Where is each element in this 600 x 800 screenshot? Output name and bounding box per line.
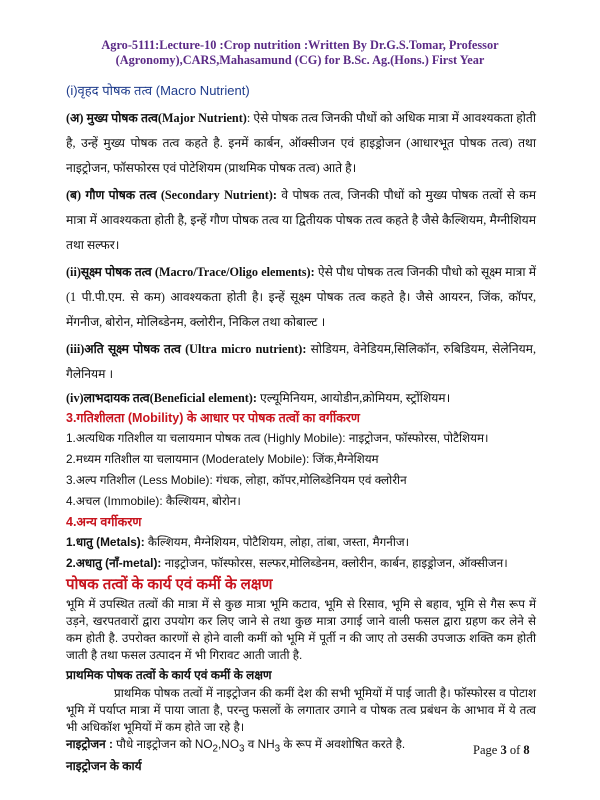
page-total: 8: [523, 743, 530, 757]
ultra-micro-text: सोडियम, वेनेडियम,सिलिकॉन, रुबिडियम, सेलेनियम, गैलेनियम ।: [66, 342, 536, 381]
primary-paragraph: प्राथमिक पोषक तत्वों में नाइट्रोजन की कमीं देश की सभी भूमियों में पाई जाती है। फॉस्फोरस व पोटाश भूमि में पर्याप्त मात्रा में पाया जाता है, परन्तु फसलों के लगातार उगाने व पोषक तत्व प्रबंधन के आभाव में ये तत्व भी अधिकॉश भूमियों में कम होते जा रहे है।: [66, 686, 536, 734]
nonmetals-line: [66, 553, 536, 574]
nitrogen-functions-heading: नाइट्रोजन के कार्य: [66, 759, 142, 774]
secondary-nutrient-paragraph: [66, 183, 536, 258]
micro-nutrient-label: (ii)सूक्ष्म पोषक तत्व (Macro/Trace/Oligo elements):: [66, 265, 315, 279]
page-header: [60, 38, 540, 68]
page-of-label: of: [506, 743, 524, 757]
subscript: 2: [212, 743, 219, 755]
page-label: Page: [473, 743, 501, 757]
nitrogen-line: [66, 736, 536, 757]
functions-heading: पोषक तत्वों के कार्य एवं कमीं के लक्षण: [66, 576, 273, 593]
metals-line: [66, 532, 536, 553]
macro-heading: (i)वृहद पोषक तत्व (Macro Nutrient): [66, 83, 250, 98]
mobility-item: 2.मध्यम गतिशील या चलायमान (Moderately Mobile): जिंक,मैग्नेशियम: [66, 452, 379, 466]
mobility-list: [66, 428, 536, 512]
mobility-item: 1.अत्यधिक गतिशील या चलायमान पोषक तत्व (Highly Mobile): नाइट्रोजन, फॉस्फोरस, पोटैशियम।: [66, 431, 489, 445]
secondary-nutrient-label: (ब) गौण पोषक तत्व (Secondary Nutrient):: [66, 188, 277, 202]
nitrogen-text-a: पौधे नाइट्रोजन को NO: [112, 737, 213, 751]
beneficial-text: एल्यूमिनियम, आयोडीन,क्रोमियम, स्ट्रोंशियम।: [256, 391, 451, 405]
ultra-micro-label: (iii)अति सूक्ष्म पोषक तत्व (Ultra micro nutrient):: [66, 342, 307, 356]
mobility-heading: 3.गतिशीलता (Mobility) के आधार पर पोषक तत्वों का वर्गीकरण: [66, 411, 360, 425]
page-content: [66, 82, 536, 776]
metals-text: कैल्शियम, मैग्नेशियम, पोटैशियम, लोहा, तांबा, जस्ता, मैगनीज।: [144, 535, 410, 549]
functions-paragraph: भूमि में उपस्थित तत्वों की मात्रा में से कुछ मात्रा भूमि कटाव, भूमि से रिसाव, भूमि से बहाव, भूमि से गैस रूप में उड़ने, खरपतवारों द्वारा उपयोग कर लिए जाने से तथा कुछ मात्रा उगाई जाने वाली फसल द्वारा ग्रहण कर लेने से कम होती है. उपरोक्त कारणों से होने वाली कमीं को भूमि में पूर्ती न की जाए तो उसकी उपजाऊ शक्ति कम होती जाती है तथा फसल उत्पादन में भी गिरावट आती जाती है.: [66, 597, 536, 662]
mobility-item: 4.अचल (Immobile): कैल्शियम, बोरोन।: [66, 494, 241, 508]
header-line-1: Agro-5111:Lecture-10 :Crop nutrition :Written By Dr.G.S.Tomar, Professor: [101, 38, 499, 52]
page-number: 3: [500, 743, 507, 757]
header-line-2: (Agronomy),CARS,Mahasamund (CG) for B.Sc. Ag.(Hons.) First Year: [115, 53, 485, 67]
nitrogen-text-nh3: व NH: [244, 737, 275, 751]
primary-heading: प्राथमिक पोषक तत्वों के कार्य एवं कमीं के लक्षण: [66, 668, 272, 682]
beneficial-paragraph: [66, 389, 536, 408]
nitrogen-text-b: के रूप में अवशोषित करते है.: [280, 737, 406, 751]
beneficial-label: (iv)लाभदायक तत्व(Beneficial element):: [66, 391, 257, 405]
mobility-item: 3.अल्प गतिशील (Less Mobile): गंधक, लोहा, कॉपर,मोलिब्डेनियम एवं क्लोरीन: [66, 473, 407, 487]
secondary-nutrient-text: वे पोषक तत्व, जिनकी पौधों को मुख्य पोषक तत्वों से कम मात्रा में आवश्यकता होती है, इन्हें गौण पोषक तत्व या द्वितीयक पोषक तत्व कहते है जैसे कैल्शियम, मैग्नीशियम तथा सल्फर।: [66, 188, 536, 252]
major-nutrient-label: (अ) मुख्य पोषक तत्व(Major Nutrient): [66, 111, 247, 125]
ultra-micro-paragraph: [66, 337, 536, 387]
major-nutrient-paragraph: [66, 106, 536, 181]
nonmetals-text: नाइट्रोजन, फॉस्फोरस, सल्फर,मोलिब्डेनम, क्लोरीन, कार्बन, हाइड्रोजन, ऑक्सीजन।: [161, 556, 508, 570]
micro-nutrient-text: ऐसे पौध पोषक तत्व जिनकी पौधो को सूक्ष्म मात्रा में (1 पी.पी.एम. से कम) आवश्यकता होती है। इन्हें सूक्ष्म पोषक तत्व कहते है। जैसे आयरन, जिंक, कॉपर, मेंगनीज, बोरोन, मोलिब्डेनम, क्लोरीन, निकिल तथा कोबाल्ट ।: [66, 265, 536, 329]
subscript: 3: [274, 743, 281, 755]
major-nutrient-text: : ऐसे पोषक तत्व जिनकी पौधों को अधिक मात्रा में आवश्यकता होती है, उन्हें मुख्य पोषक तत्व कहते है. इनमें कार्बन, ऑक्सीजन एवं हाइड्रोजन (आधारभूत पोषक तत्व) तथा नाइट्रोजन, फॉसफोरस एवं पोटेशियम (प्राथमिक पोषक तत्व) आते है।: [66, 111, 536, 175]
nitrogen-label: नाइट्रोजन :: [66, 737, 113, 751]
nonmetals-label: 2.अधातु (नॉं-metal):: [66, 556, 162, 570]
subscript: 3: [239, 743, 245, 755]
metals-label: 1.धातु (Metals):: [66, 535, 145, 549]
micro-nutrient-paragraph: [66, 260, 536, 335]
page-footer: [473, 743, 530, 758]
other-classification-heading: 4.अन्य वर्गीकरण: [66, 515, 142, 529]
nitrogen-text-no3: ,NO: [218, 737, 239, 751]
